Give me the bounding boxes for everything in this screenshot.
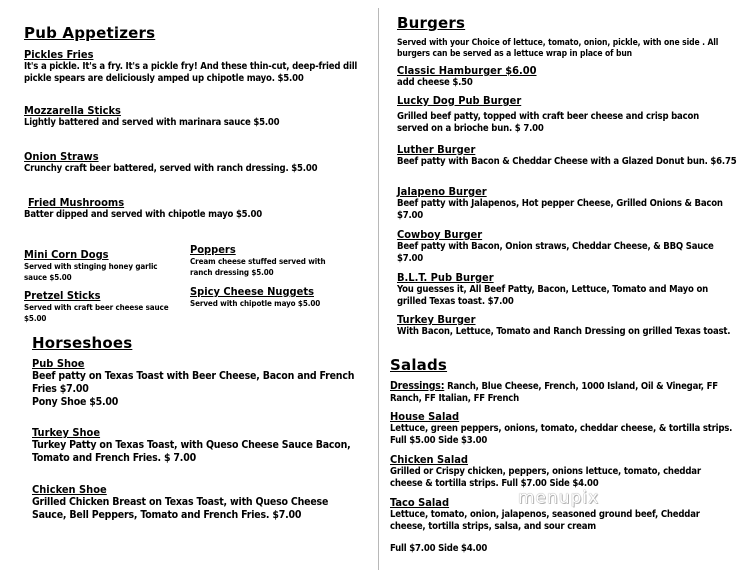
burgers-heading: Burgers bbox=[397, 14, 466, 32]
item-name: Mini Corn Dogs bbox=[24, 248, 109, 261]
item-description: add cheese $.50 bbox=[397, 77, 473, 88]
item-description: Served with craft beer cheese sauce $5.00 bbox=[24, 303, 169, 323]
burgers-note: Served with your Choice of lettuce, tomato, onion, pickle, with one side . All burgers can be served as a lettuce wrap in place of bun bbox=[397, 38, 719, 59]
menu-item bbox=[24, 48, 359, 85]
menu-item bbox=[24, 289, 174, 324]
item-description: Grilled Chicken Breast on Texas Toast, with Queso Cheese Sauce, Bell Peppers, Tomato and French Fries. $7.00 bbox=[32, 496, 329, 521]
menu-item bbox=[190, 285, 365, 309]
item-name: Poppers bbox=[190, 243, 236, 256]
item-description: Grilled beef patty, topped with craft beer cheese and crisp bacon served on a brioche bun. $ 7.00 bbox=[397, 111, 700, 134]
item-description: Lettuce, green peppers, onions, tomato, cheddar cheese, & tortilla strips. Full $5.00 Side $3.00 bbox=[390, 423, 733, 446]
item-name: Cowboy Burger bbox=[397, 228, 483, 241]
dressings-label: Dressings: bbox=[390, 380, 445, 392]
item-name: Onion Straws bbox=[24, 150, 99, 163]
item-extra: Pony Shoe $5.00 bbox=[32, 396, 119, 408]
item-price: Full $7.00 Side $4.00 bbox=[390, 543, 488, 554]
menu-item bbox=[32, 426, 367, 465]
item-description: Lightly battered and served with marinara sauce $5.00 bbox=[24, 117, 280, 128]
item-name: Chicken Salad bbox=[390, 453, 469, 466]
appetizers-heading: Pub Appetizers bbox=[24, 24, 156, 42]
item-description: Beef patty with Bacon, Onion straws, Cheddar Cheese, & BBQ Sauce $7.00 bbox=[397, 241, 714, 264]
item-name: House Salad bbox=[390, 410, 460, 423]
watermark: menupix bbox=[518, 488, 600, 508]
item-description: Grilled or Crispy chicken, peppers, onions lettuce, tomato, cheddar cheese & tortilla strips. Full $7.00 Side $4.00 bbox=[390, 466, 701, 489]
menu-item bbox=[397, 271, 732, 308]
item-name: Fried Mushrooms bbox=[28, 196, 125, 209]
item-name: Lucky Dog Pub Burger bbox=[397, 94, 522, 107]
item-name: Jalapeno Burger bbox=[397, 185, 487, 198]
item-description: Lettuce, tomato, onion, jalapenos, seasoned ground beef, Cheddar cheese, tortilla strips, salsa, and sour cream bbox=[390, 509, 700, 532]
menu-item bbox=[24, 150, 369, 175]
item-name: Pretzel Sticks bbox=[24, 289, 101, 302]
menu-item bbox=[390, 410, 735, 447]
item-name: B.L.T. Pub Burger bbox=[397, 271, 494, 284]
menu-item bbox=[397, 94, 722, 135]
column-divider bbox=[378, 8, 379, 570]
item-description: Beef patty on Texas Toast with Beer Cheese, Bacon and French Fries $7.00 bbox=[32, 370, 355, 395]
item-name: Chicken Shoe bbox=[32, 483, 107, 496]
item-name: Taco Salad bbox=[390, 496, 450, 509]
salads-heading: Salads bbox=[390, 356, 448, 374]
menu-item bbox=[397, 185, 737, 222]
item-description: Served with stinging honey garlic sauce $5.00 bbox=[24, 262, 158, 282]
menu-item bbox=[24, 248, 174, 283]
item-description: You guesses it, All Beef Patty, Bacon, Lettuce, Tomato and Mayo on grilled Texas toast. $7.00 bbox=[397, 284, 709, 307]
menu-item bbox=[397, 313, 732, 338]
menu-item bbox=[190, 243, 340, 278]
item-description: It's a pickle. It's a fry. It's a pickle fry! And these thin-cut, deep-fried dill pickle spears are deliciously amped up chipotle mayo. $5.00 bbox=[24, 61, 358, 84]
dressings-list bbox=[390, 380, 730, 405]
item-name: Spicy Cheese Nuggets bbox=[190, 285, 314, 298]
item-description: Batter dipped and served with chipotle mayo $5.00 bbox=[24, 209, 262, 220]
item-name: Turkey Burger bbox=[397, 313, 476, 326]
menu-item bbox=[397, 143, 737, 168]
item-description: Cream cheese stuffed served with ranch dressing $5.00 bbox=[190, 257, 326, 277]
item-name: Mozzarella Sticks bbox=[24, 104, 121, 117]
item-description: With Bacon, Lettuce, Tomato and Ranch Dressing on grilled Texas toast. bbox=[397, 326, 731, 337]
menu-item bbox=[397, 64, 737, 89]
item-description: Turkey Patty on Texas Toast, with Queso Cheese Sauce Bacon, Tomato and French Fries. $ 7.00 bbox=[32, 439, 351, 464]
menu-item bbox=[390, 453, 735, 490]
item-name: Pub Shoe bbox=[32, 357, 85, 370]
item-description: Beef patty with Bacon & Cheddar Cheese with a Glazed Donut bun. $6.75 bbox=[397, 156, 737, 167]
item-description: Crunchy craft beer battered, served with ranch dressing. $5.00 bbox=[24, 163, 318, 174]
item-name: Turkey Shoe bbox=[32, 426, 101, 439]
item-name: Classic Hamburger $6.00 bbox=[397, 64, 537, 77]
item-description: Served with chipotle mayo $5.00 bbox=[190, 299, 321, 308]
item-description: Beef patty with Jalapenos, Hot pepper Cheese, Grilled Onions & Bacon $7.00 bbox=[397, 198, 723, 221]
menu-item bbox=[24, 104, 364, 129]
item-name: Luther Burger bbox=[397, 143, 476, 156]
menu-item bbox=[24, 196, 364, 221]
item-name: Pickles Fries bbox=[24, 48, 94, 61]
menu-item bbox=[32, 357, 362, 409]
menu-item bbox=[397, 228, 737, 265]
horseshoes-heading: Horseshoes bbox=[32, 334, 133, 352]
menu-item bbox=[32, 483, 357, 522]
dressings-text: Ranch, Blue Cheese, French, 1000 Island, Oil & Vinegar, FF Ranch, FF Italian, FF French bbox=[390, 381, 718, 404]
